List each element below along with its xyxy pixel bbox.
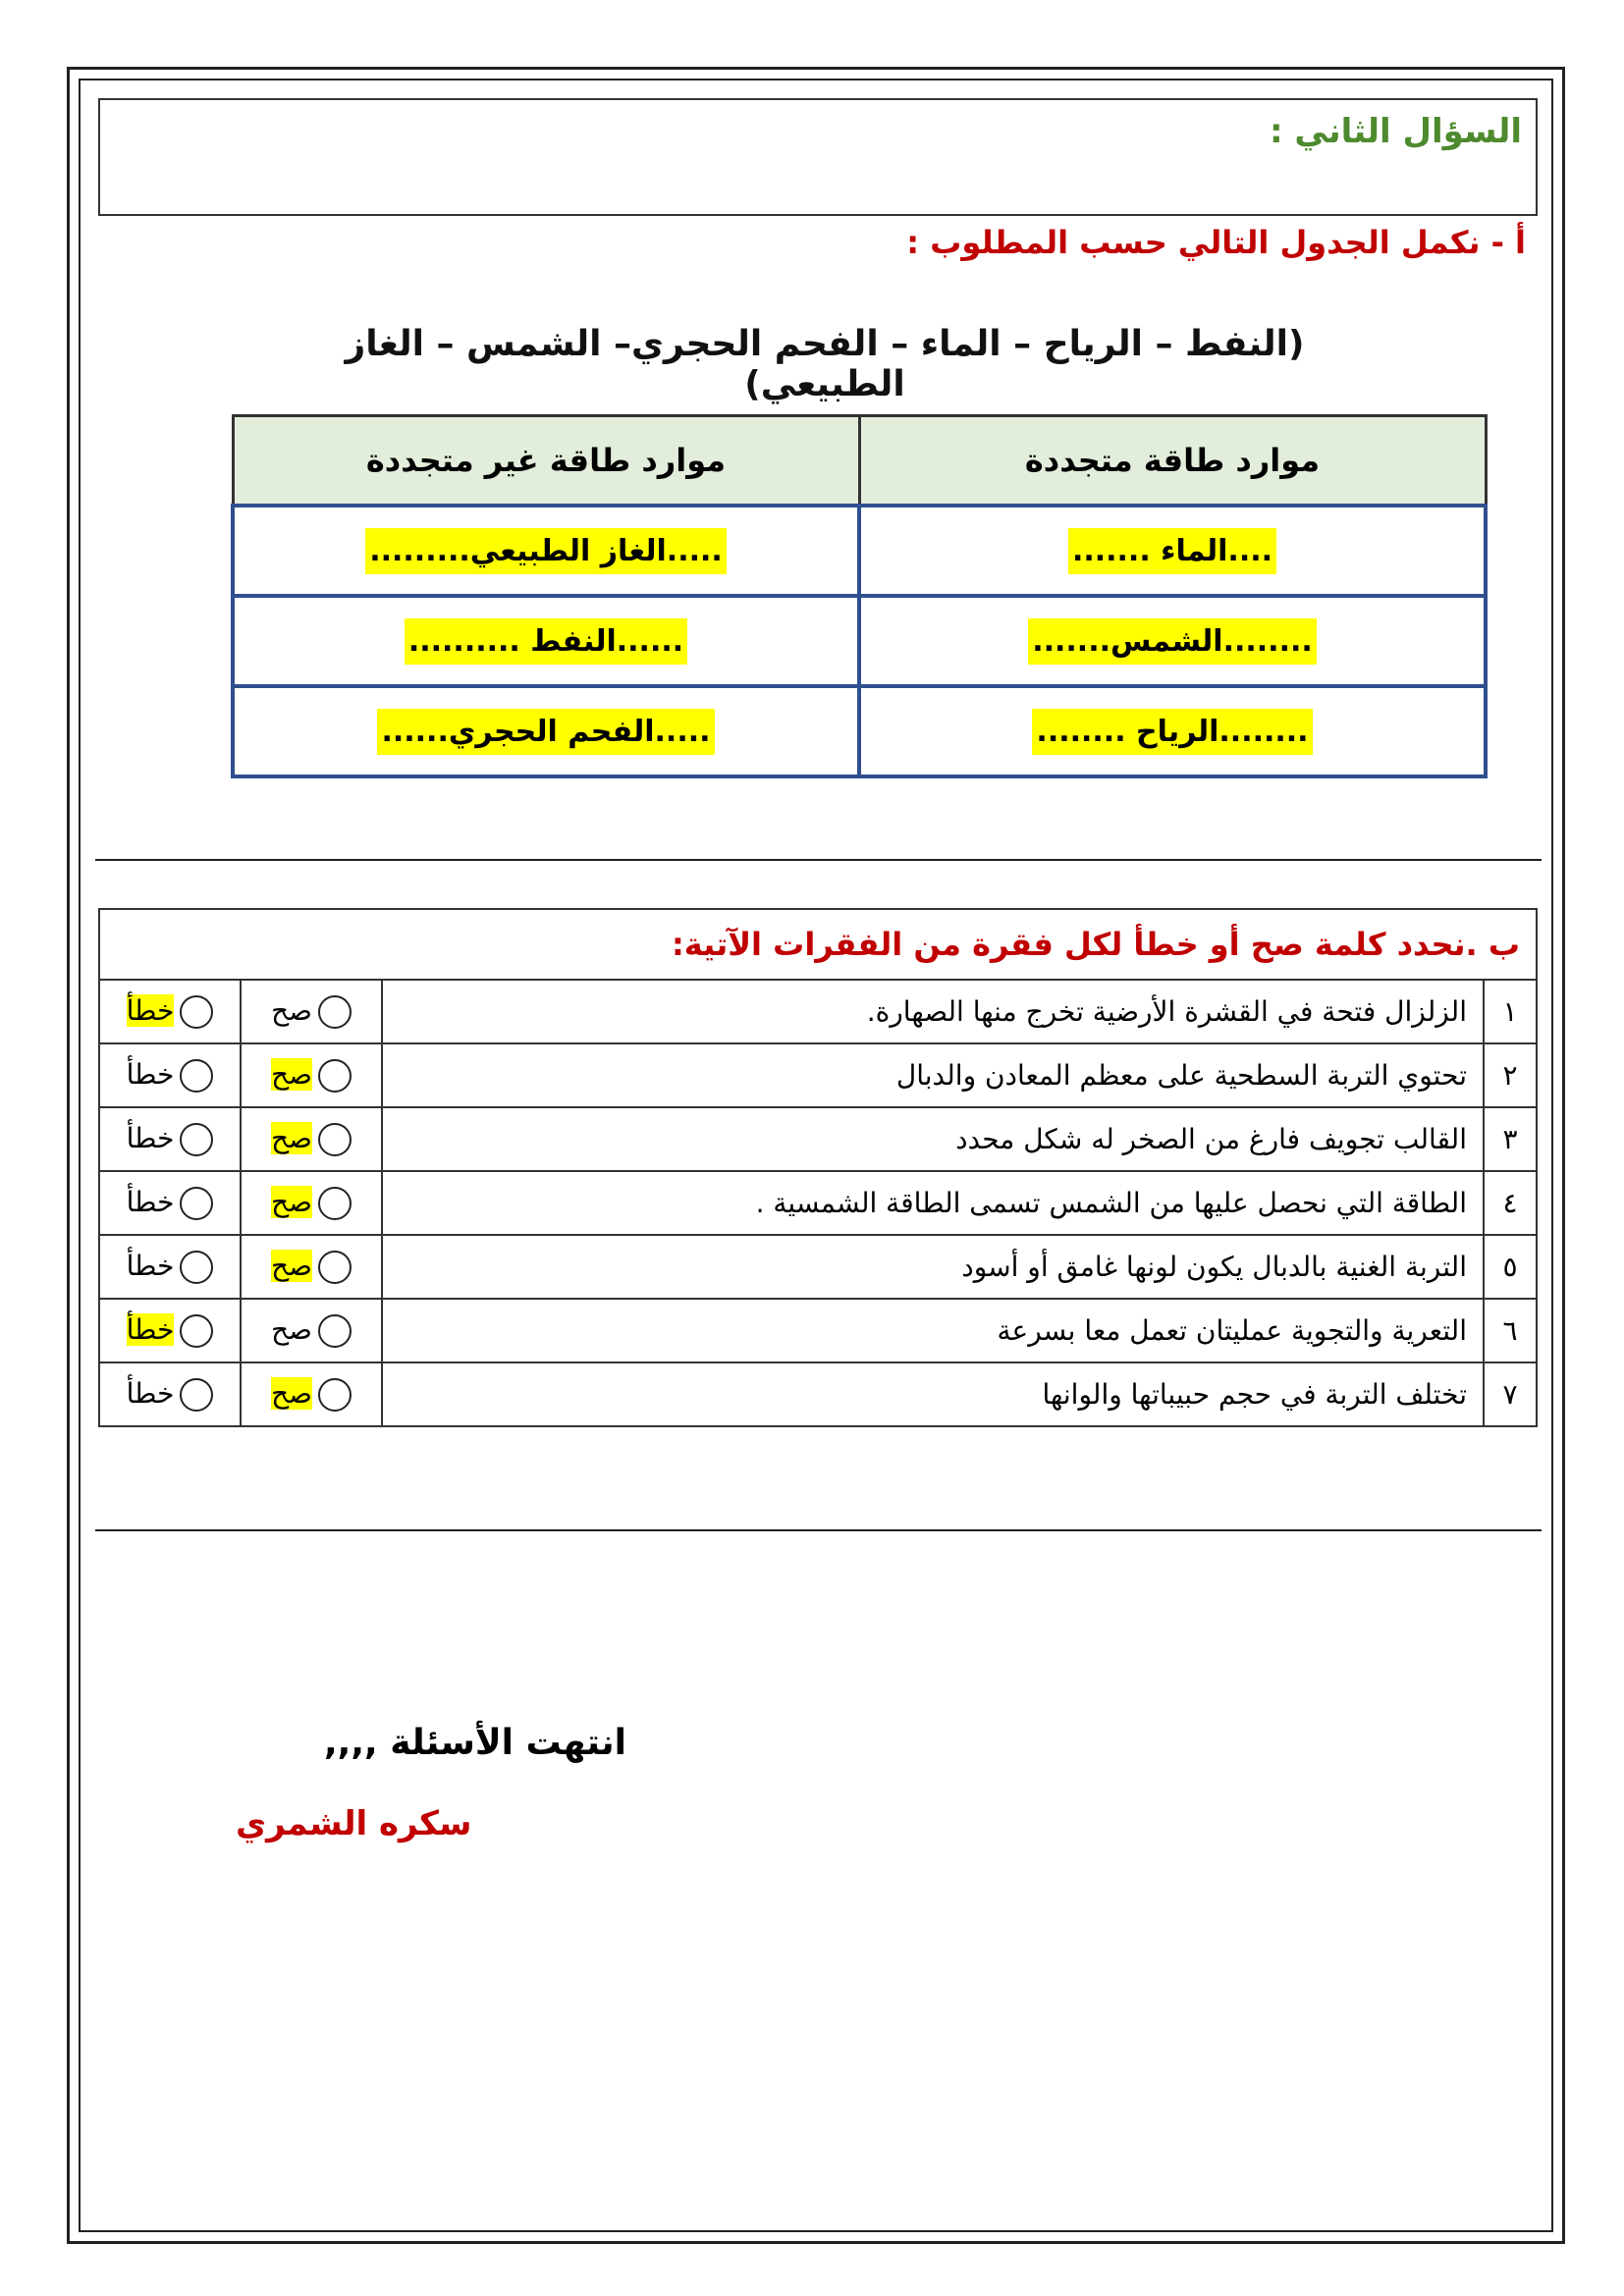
option-false[interactable]: [99, 1107, 241, 1171]
statement-text: تحتوي التربة السطحية على معظم المعادن والدبال: [382, 1043, 1484, 1107]
option-true[interactable]: [241, 1171, 382, 1235]
statement-text: التعرية والتجوية عمليتان تعمل معا بسرعة: [382, 1299, 1484, 1362]
radio-circle-icon[interactable]: [318, 995, 352, 1029]
statement-number: ٤: [1484, 1171, 1537, 1235]
statement-row: [99, 1299, 1537, 1362]
option-false[interactable]: [99, 1043, 241, 1107]
renewable-cell: [859, 686, 1486, 776]
statement-row: [99, 1362, 1537, 1426]
option-label: خطأ: [126, 1186, 175, 1218]
statement-text: الطاقة التي نحصل عليها من الشمس تسمى الطاقة الشمسية .: [382, 1171, 1484, 1235]
nonrenewable-cell: [233, 506, 859, 596]
option-label: صح: [271, 994, 312, 1027]
answer-text: ......النفط ..........: [405, 618, 687, 665]
radio-circle-icon[interactable]: [180, 1059, 213, 1093]
statement-number: ٧: [1484, 1362, 1537, 1426]
option-label: صح: [271, 1377, 312, 1410]
end-text: انتهت الأسئلة ,,,,: [324, 1723, 626, 1763]
radio-circle-icon[interactable]: [318, 1251, 352, 1284]
section-a-title: أ - نكمل الجدول التالي حسب المطلوب :: [906, 224, 1526, 261]
option-label: صح: [271, 1058, 312, 1091]
radio-circle-icon[interactable]: [180, 1314, 213, 1348]
header-renewable: موارد طاقة متجددة: [859, 416, 1486, 507]
option-false[interactable]: [99, 980, 241, 1043]
option-true[interactable]: [241, 1107, 382, 1171]
radio-circle-icon[interactable]: [180, 1251, 213, 1284]
renewable-cell: [859, 506, 1486, 596]
question-title: السؤال الثاني :: [1270, 112, 1522, 151]
statement-row: [99, 1107, 1537, 1171]
header-nonrenewable: موارد طاقة غير متجددة: [233, 416, 859, 507]
teacher-signature: سكره الشمري: [236, 1804, 472, 1843]
section-b-title: ب .نحدد كلمة صح أو خطأ لكل فقرة من الفقرات الآتية:: [99, 909, 1537, 980]
statement-number: ٣: [1484, 1107, 1537, 1171]
radio-circle-icon[interactable]: [318, 1059, 352, 1093]
question-header-box: [98, 98, 1538, 216]
statement-number: ٥: [1484, 1235, 1537, 1299]
energy-resources-table: [231, 414, 1488, 778]
option-false[interactable]: [99, 1362, 241, 1426]
radio-circle-icon[interactable]: [180, 1187, 213, 1220]
option-false[interactable]: [99, 1235, 241, 1299]
option-true[interactable]: [241, 1299, 382, 1362]
statement-number: ٦: [1484, 1299, 1537, 1362]
option-label: خطأ: [126, 1250, 175, 1282]
statement-text: القالب تجويف فارغ من الصخر له شكل محدد: [382, 1107, 1484, 1171]
statement-row: [99, 1043, 1537, 1107]
option-label: صح: [271, 1313, 312, 1346]
answer-text: .....الغاز الطبيعي.........: [365, 528, 727, 574]
nonrenewable-cell: [233, 686, 859, 776]
statement-number: ١: [1484, 980, 1537, 1043]
divider: [95, 1529, 1542, 1531]
option-label: خطأ: [126, 994, 175, 1027]
statement-text: التربة الغنية بالدبال يكون لونها غامق أو أسود: [382, 1235, 1484, 1299]
option-true[interactable]: [241, 1235, 382, 1299]
radio-circle-icon[interactable]: [180, 1123, 213, 1156]
answer-text: ........الشمس.......: [1028, 618, 1317, 665]
statement-row: [99, 980, 1537, 1043]
statement-row: [99, 1171, 1537, 1235]
statement-row: [99, 1235, 1537, 1299]
option-true[interactable]: [241, 980, 382, 1043]
option-label: صح: [271, 1186, 312, 1218]
statement-text: الزلزال فتحة في القشرة الأرضية تخرج منها الصهارة.: [382, 980, 1484, 1043]
radio-circle-icon[interactable]: [180, 1378, 213, 1412]
statement-number: ٢: [1484, 1043, 1537, 1107]
true-false-table: [98, 908, 1538, 1427]
word-bank: (النفط – الرياح – الماء – الفحم الحجري– الشمس – الغاز الطبيعي): [345, 324, 1305, 404]
renewable-cell: [859, 596, 1486, 686]
option-label: خطأ: [126, 1377, 175, 1410]
option-false[interactable]: [99, 1299, 241, 1362]
option-false[interactable]: [99, 1171, 241, 1235]
option-label: خطأ: [126, 1058, 175, 1091]
nonrenewable-cell: [233, 596, 859, 686]
radio-circle-icon[interactable]: [318, 1187, 352, 1220]
option-label: صح: [271, 1122, 312, 1154]
radio-circle-icon[interactable]: [180, 995, 213, 1029]
answer-text: .....الفحم الحجري......: [377, 709, 714, 755]
divider: [95, 859, 1542, 861]
radio-circle-icon[interactable]: [318, 1314, 352, 1348]
option-label: خطأ: [126, 1122, 175, 1154]
radio-circle-icon[interactable]: [318, 1378, 352, 1412]
option-label: خطأ: [126, 1313, 175, 1346]
answer-text: ........الرياح ........: [1032, 709, 1312, 755]
radio-circle-icon[interactable]: [318, 1123, 352, 1156]
option-true[interactable]: [241, 1362, 382, 1426]
answer-text: ....الماء .......: [1068, 528, 1276, 574]
option-label: صح: [271, 1250, 312, 1282]
option-true[interactable]: [241, 1043, 382, 1107]
statement-text: تختلف التربة في حجم حبيباتها والوانها: [382, 1362, 1484, 1426]
